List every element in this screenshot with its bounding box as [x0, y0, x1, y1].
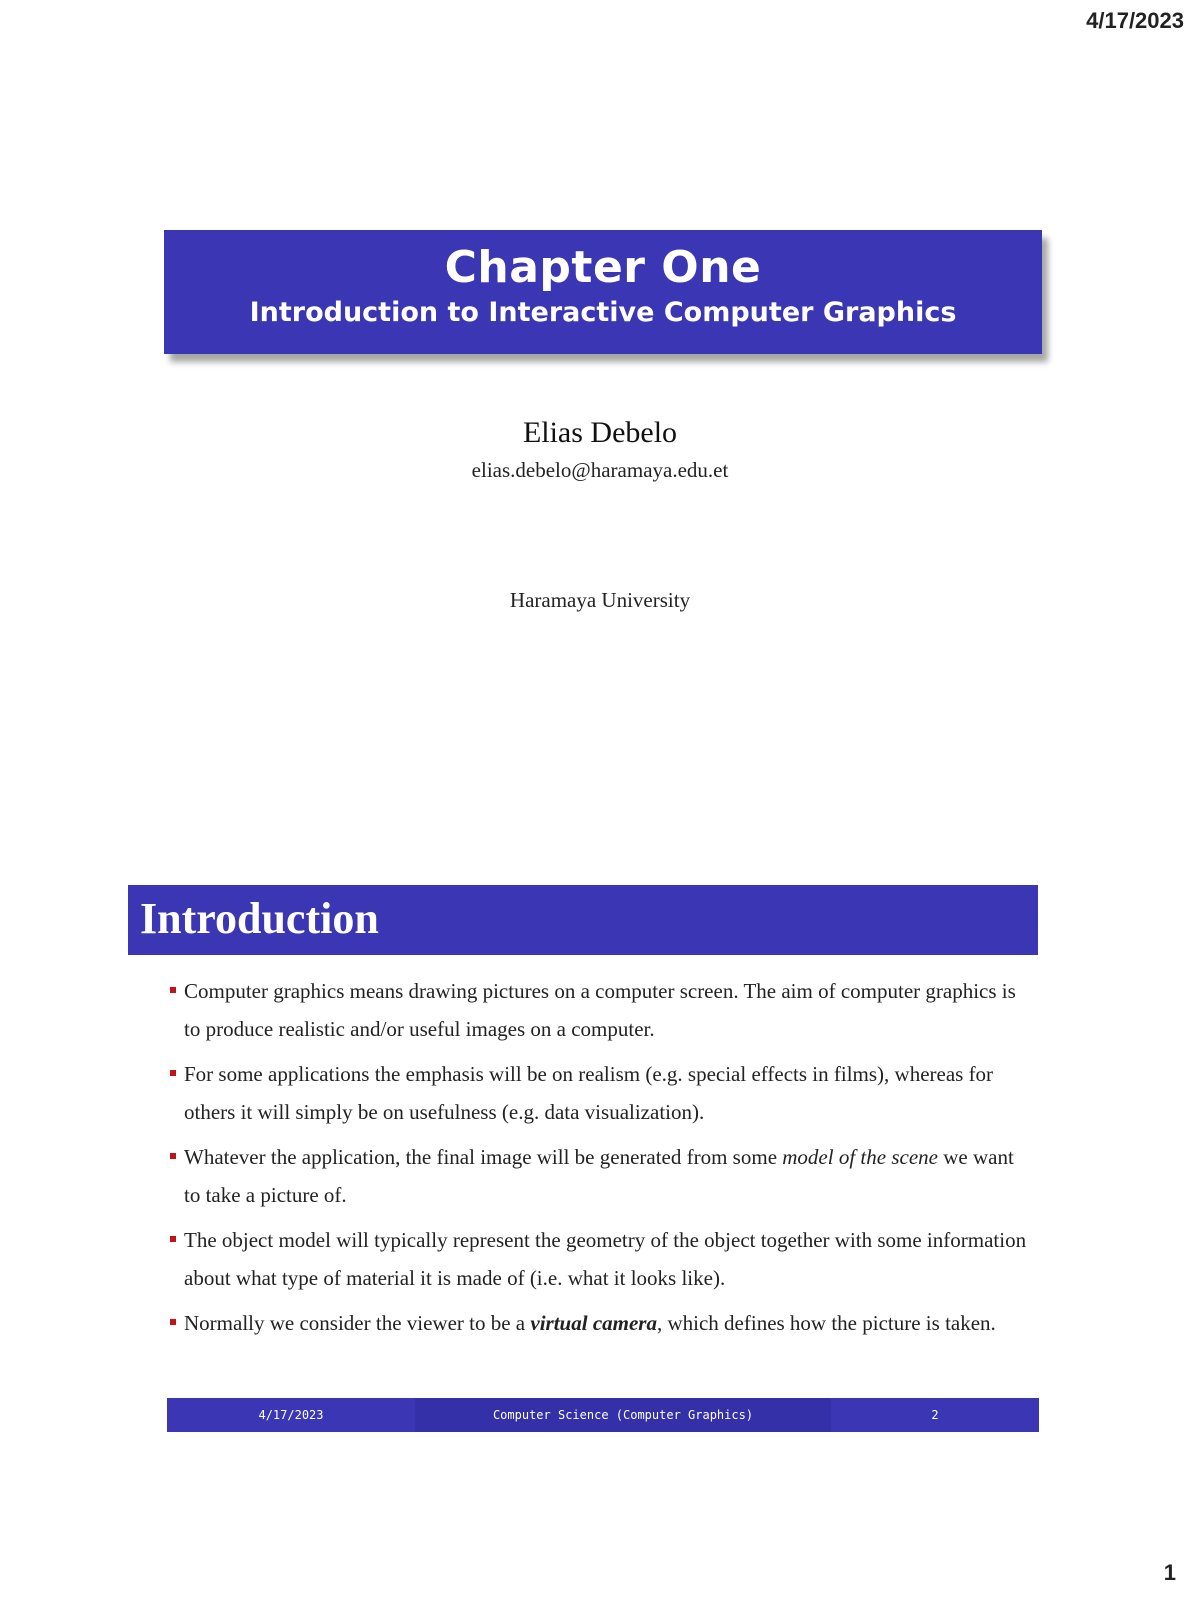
list-item [174, 1221, 1034, 1297]
footer-date: 4/17/2023 [167, 1398, 415, 1432]
bullet-text-start: Whatever the application, the final image will be generated from some [184, 1145, 783, 1169]
slide-title: Chapter One [444, 242, 762, 293]
institution-name: Haramaya University [509, 588, 691, 612]
list-item [174, 972, 1034, 1048]
bullet-text: Computer graphics means drawing pictures on a computer screen. The aim of computer graphics is to produce realistic and/or useful images on a computer. [184, 979, 1016, 1041]
bullet-list [174, 972, 1034, 1349]
slide-subtitle: Introduction to Interactive Computer Graphics [249, 297, 957, 328]
page-date: 4/17/2023 [1086, 8, 1184, 33]
title-banner [164, 230, 1042, 354]
bullet-square-icon [170, 1319, 176, 1325]
footer-slide-number: 2 [831, 1398, 1039, 1432]
bullet-square-icon [170, 1236, 176, 1242]
bullet-square-icon [170, 1070, 176, 1076]
author-email: elias.debelo@haramaya.edu.et [471, 458, 729, 482]
bullet-text-start: Normally we consider the viewer to be a [184, 1311, 531, 1335]
intro-header [128, 885, 1038, 955]
bullet-text: The object model will typically represent the geometry of the object together with some information about what type of material it is made of (i.e. what it looks like). [184, 1228, 1027, 1290]
intro-heading: Introduction [140, 894, 379, 943]
emphasis-virtual-camera: virtual camera [530, 1311, 657, 1335]
list-item [174, 1138, 1034, 1214]
bullet-square-icon [170, 1153, 176, 1159]
slide-footer [167, 1398, 1039, 1432]
list-item [174, 1055, 1034, 1131]
emphasis-model-of-scene: model of the scene [782, 1145, 938, 1169]
bullet-text-end: , which defines how the picture is taken. [656, 1311, 996, 1335]
list-item [174, 1304, 1034, 1342]
page-number: 1 [1163, 1560, 1176, 1585]
footer-course: Computer Science (Computer Graphics) [415, 1398, 831, 1432]
author-name: Elias Debelo [522, 416, 678, 449]
bullet-square-icon [170, 987, 176, 993]
bullet-text-end: we want to take a picture of. [184, 1145, 1014, 1207]
bullet-text: For some applications the emphasis will be on realism (e.g. special effects in films), whereas for others it will simply be on usefulness (e.g. data visualization). [184, 1062, 994, 1124]
